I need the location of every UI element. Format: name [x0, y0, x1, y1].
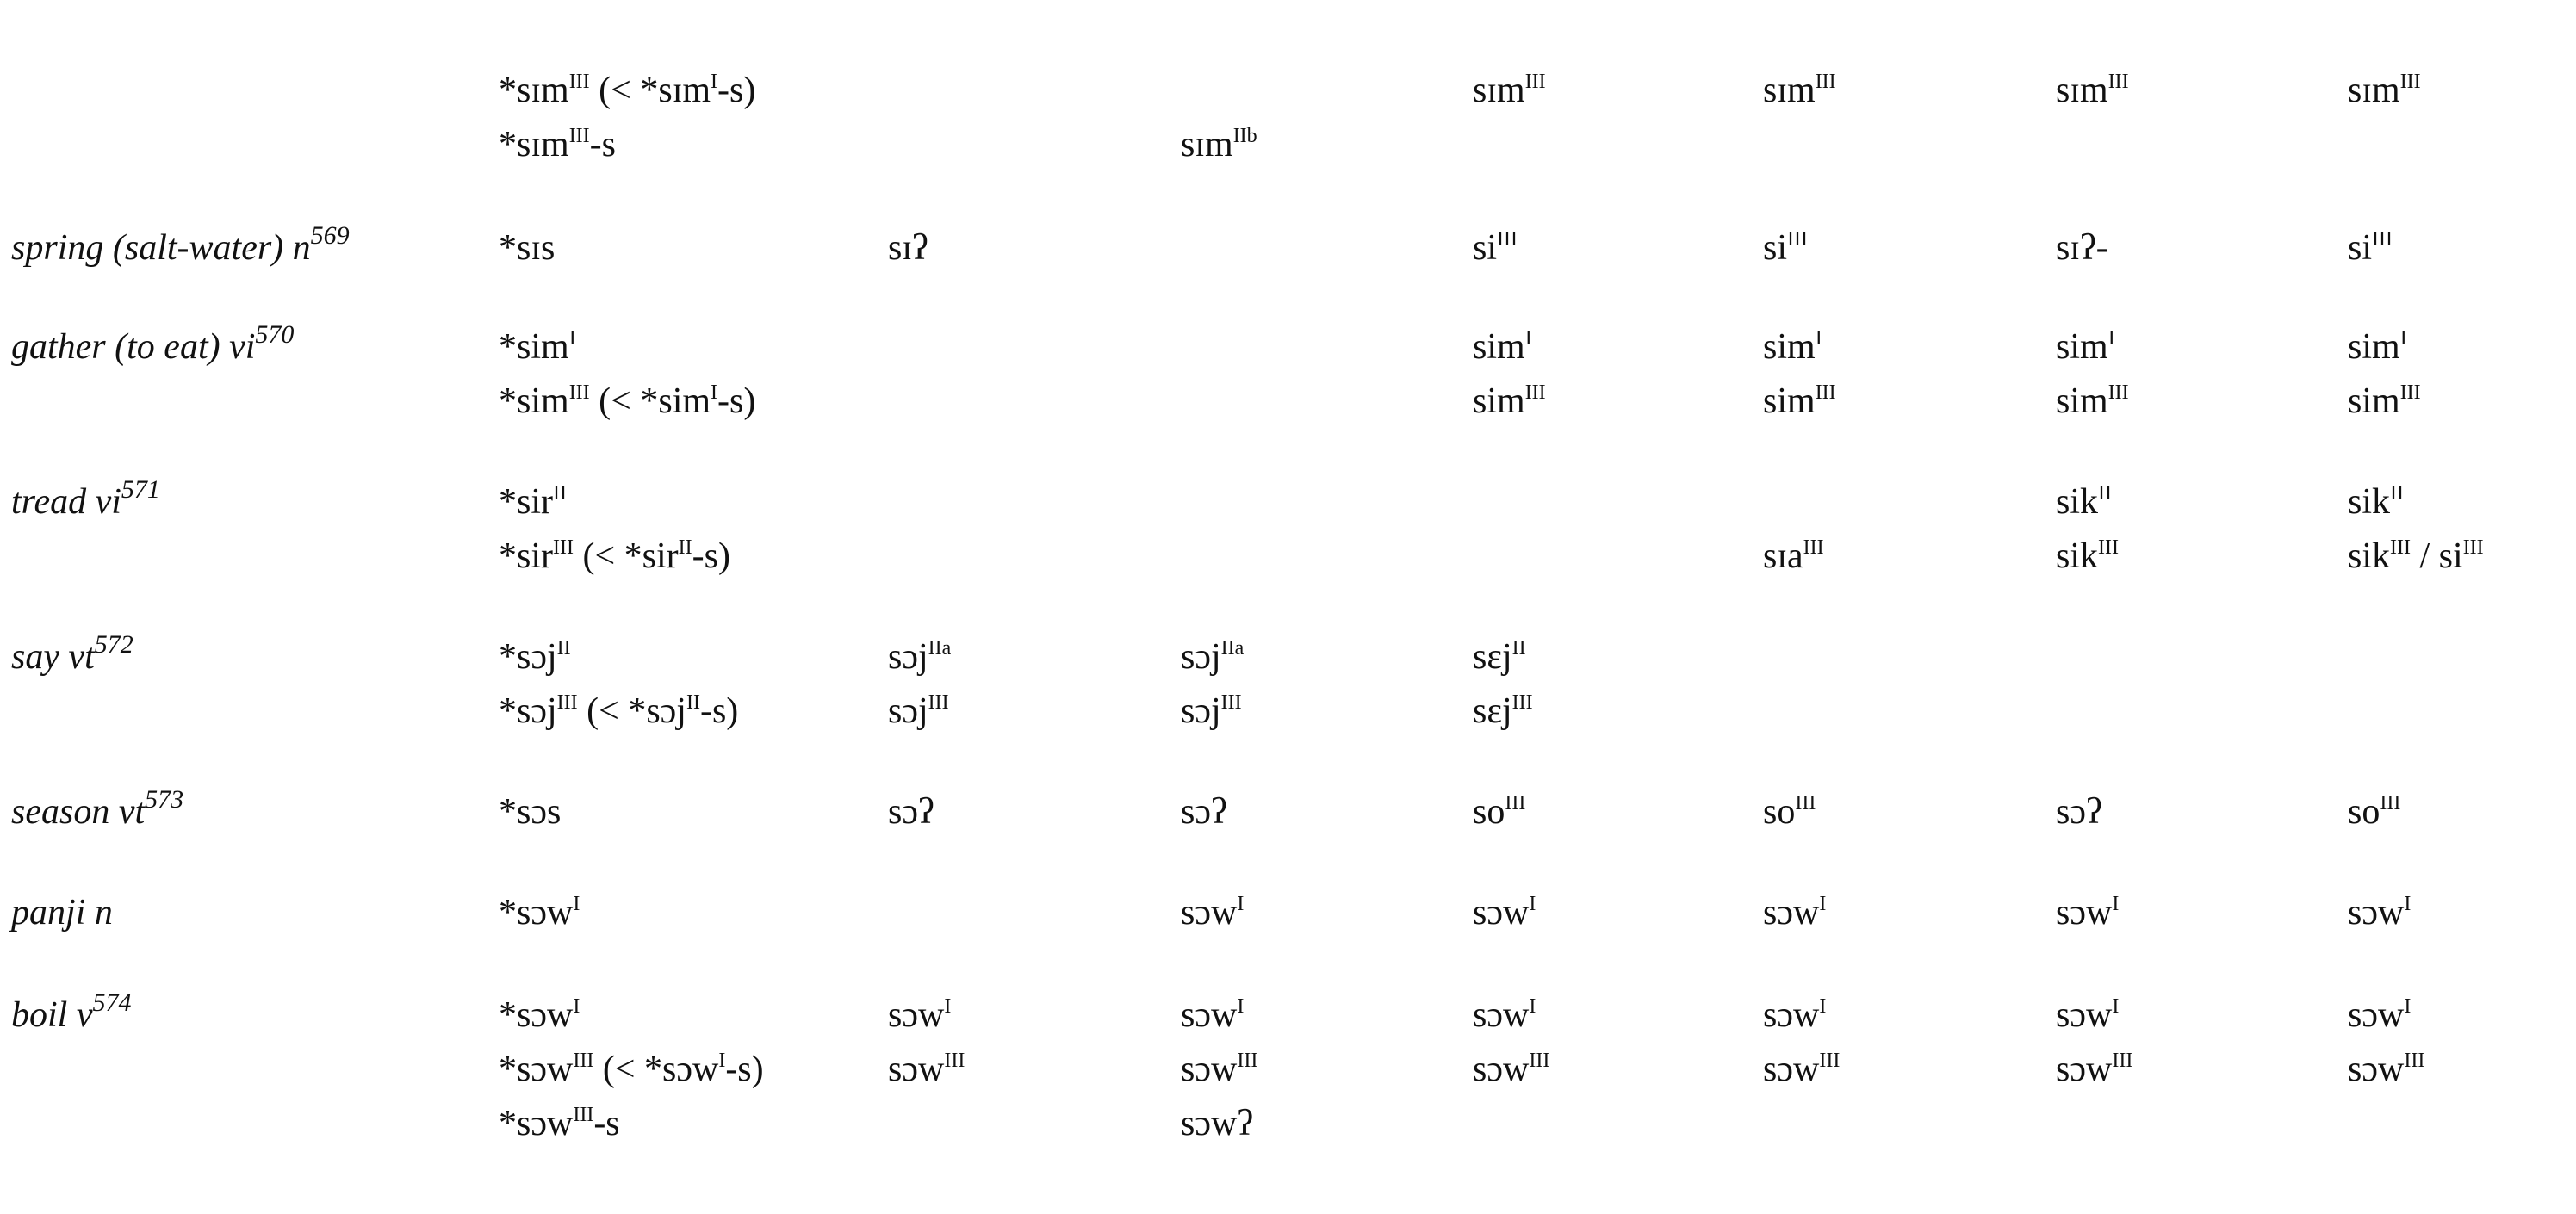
- form-text: sɔw: [1763, 1050, 1820, 1089]
- tone-superscript: III: [2380, 792, 2401, 814]
- tone-superscript: I: [711, 71, 718, 93]
- reflex-form: [1473, 380, 1546, 423]
- reflex-form: [1473, 891, 1536, 934]
- reflex-form: [1473, 69, 1546, 112]
- form-text: so: [2348, 792, 2380, 832]
- reconstruction-form: [499, 635, 571, 678]
- form-text: sɔw: [2348, 995, 2405, 1035]
- reflex-form: [2348, 1048, 2424, 1091]
- gloss-text: season vt: [11, 792, 146, 832]
- tone-superscript: I: [2399, 327, 2407, 350]
- reflex-form: [1181, 123, 1257, 166]
- reflex-form: [1763, 535, 1824, 578]
- form-text: sim: [2056, 381, 2108, 421]
- tone-superscript: III: [1803, 536, 1824, 559]
- form-text: sim: [1473, 381, 1525, 421]
- form-text: -s: [589, 125, 617, 164]
- tone-superscript: I: [1529, 893, 1536, 915]
- tone-superscript: III: [556, 691, 578, 714]
- reconstruction-form: [499, 690, 738, 733]
- tone-superscript: III: [1511, 691, 1533, 714]
- reflex-form: [2056, 790, 2102, 833]
- reflex-form: [1181, 790, 1227, 833]
- form-text: sɔj: [888, 637, 928, 677]
- form-text: sim: [1763, 327, 1816, 367]
- form-text: sɔj: [888, 691, 928, 731]
- form-text: so: [1763, 792, 1796, 832]
- gloss-text: spring (salt-water) n: [11, 228, 311, 268]
- form-text: so: [1473, 792, 1505, 832]
- reflex-form: [2056, 325, 2115, 369]
- reconstruction-form: [499, 480, 567, 523]
- tone-superscript: III: [2462, 536, 2484, 559]
- form-text: sɪm: [1181, 125, 1233, 164]
- form-text: sik: [2348, 536, 2391, 576]
- form-text: sɛj: [1473, 637, 1512, 677]
- form-text: si: [2348, 228, 2373, 268]
- tone-superscript: II: [556, 637, 571, 660]
- form-text: sɔw: [1763, 995, 1820, 1035]
- tone-superscript: III: [1529, 1050, 1550, 1072]
- form-text: sik: [2348, 482, 2391, 522]
- form-text: sɔj: [1181, 691, 1221, 731]
- form-text: sɔw: [888, 1050, 945, 1089]
- form-text: *sɔj: [499, 691, 557, 731]
- reflex-form: [2348, 480, 2404, 523]
- reflex-form: [1181, 891, 1244, 934]
- form-text: sim: [2348, 327, 2400, 367]
- form-text: si: [1763, 228, 1788, 268]
- form-text: *sɔw: [499, 995, 574, 1035]
- tone-superscript: III: [568, 381, 590, 404]
- reflex-form: [2348, 994, 2411, 1037]
- tone-superscript: II: [2390, 482, 2404, 505]
- tone-superscript: III: [2390, 536, 2411, 559]
- tone-superscript: III: [928, 691, 949, 714]
- form-text: -s): [717, 71, 756, 110]
- form-text: *sim: [499, 327, 569, 367]
- reconstruction-form: [499, 535, 730, 578]
- reflex-form: [2056, 480, 2112, 523]
- tone-superscript: I: [1819, 995, 1827, 1018]
- tone-superscript: I: [2112, 893, 2120, 915]
- reflex-form: [1473, 690, 1533, 733]
- reconstruction-form: [499, 891, 580, 934]
- tone-superscript: III: [573, 1050, 594, 1072]
- reflex-form: [2056, 380, 2129, 423]
- form-text: sɔw: [1473, 995, 1530, 1035]
- tone-superscript: III: [553, 536, 574, 559]
- form-text: sɔw: [1473, 893, 1530, 932]
- tone-superscript: III: [2112, 1050, 2133, 1072]
- form-text: (< *sɪm: [589, 71, 711, 110]
- form-text: *sim: [499, 381, 569, 421]
- tone-superscript: III: [1505, 792, 1526, 814]
- form-text: sɔw: [1763, 893, 1820, 932]
- reflex-form: [2348, 69, 2421, 112]
- gloss-label: [11, 320, 295, 369]
- reflex-form: [888, 790, 934, 833]
- gloss-label: [11, 475, 160, 523]
- reconstruction-form: [499, 790, 561, 833]
- footnote-ref[interactable]: 574: [92, 988, 132, 1017]
- tone-superscript: III: [1524, 71, 1546, 93]
- form-text: sɔw: [888, 995, 945, 1035]
- form-text: *sɪs: [499, 228, 556, 268]
- tone-superscript: II: [678, 536, 692, 559]
- tone-superscript: III: [1220, 691, 1242, 714]
- tone-superscript: III: [1524, 381, 1546, 404]
- form-text: sɪm: [2056, 71, 2108, 110]
- tone-superscript: III: [2107, 381, 2129, 404]
- tone-superscript: I: [944, 995, 952, 1018]
- reflex-form: [1473, 1048, 1549, 1091]
- reflex-form: [2056, 226, 2108, 269]
- tone-superscript: I: [718, 1050, 726, 1072]
- reflex-form: [1763, 226, 1808, 269]
- reflex-form: [2348, 325, 2407, 369]
- reflex-form: [2348, 891, 2411, 934]
- tone-superscript: III: [1795, 792, 1816, 814]
- gloss-text: panji n: [11, 893, 113, 932]
- tone-superscript: IIa: [1220, 637, 1245, 660]
- reconstruction-form: [499, 380, 755, 423]
- form-text: *sɪm: [499, 125, 569, 164]
- form-text: sɔw: [1473, 1050, 1530, 1089]
- reconstruction-form: [499, 69, 755, 112]
- reflex-form: [1473, 790, 1525, 833]
- form-text: sik: [2056, 482, 2099, 522]
- tone-superscript: III: [2098, 536, 2119, 559]
- form-text: -s: [593, 1104, 620, 1143]
- form-text: sim: [1473, 327, 1525, 367]
- reflex-form: [1181, 635, 1244, 678]
- reflex-form: [1763, 1048, 1840, 1091]
- tone-superscript: II: [1511, 637, 1526, 660]
- form-text: sɔwʔ: [1181, 1104, 1253, 1143]
- reflex-form: [2056, 69, 2129, 112]
- reflex-form: [1473, 635, 1526, 678]
- gloss-text: gather (to eat) vi: [11, 327, 256, 367]
- reconstruction-form: [499, 226, 555, 269]
- reconstruction-form: [499, 325, 576, 369]
- form-text: *sɔw: [499, 1050, 574, 1089]
- gloss-text: tread vi: [11, 482, 121, 522]
- tone-superscript: III: [573, 1104, 594, 1126]
- tone-superscript: I: [2404, 995, 2412, 1018]
- reflex-form: [1763, 69, 1836, 112]
- form-text: sɔʔ: [1181, 792, 1227, 832]
- form-text: / si: [2411, 536, 2463, 576]
- tone-superscript: I: [711, 381, 718, 404]
- form-text: *sir: [499, 536, 553, 576]
- reflex-form: [888, 226, 928, 269]
- form-text: sɪm: [1473, 71, 1525, 110]
- tone-superscript: I: [1529, 995, 1536, 1018]
- form-text: sɪm: [2348, 71, 2400, 110]
- tone-superscript: I: [2404, 893, 2412, 915]
- gloss-label: [11, 785, 184, 833]
- form-text: *sɪm: [499, 71, 569, 110]
- tone-superscript: II: [553, 482, 567, 505]
- gloss-label: [11, 630, 133, 678]
- gloss-label: [11, 988, 132, 1037]
- gloss-label: [11, 891, 113, 934]
- form-text: -s): [699, 691, 739, 731]
- tone-superscript: I: [568, 327, 576, 350]
- footnote-ref[interactable]: 569: [310, 221, 350, 250]
- reflex-form: [888, 635, 951, 678]
- reflex-form: [2348, 380, 2421, 423]
- form-text: (< *sɔw: [593, 1050, 719, 1089]
- reflex-form: [1181, 690, 1242, 733]
- tone-superscript: III: [2404, 1050, 2425, 1072]
- form-text: sɔw: [2056, 893, 2113, 932]
- gloss-text: say vt: [11, 637, 95, 677]
- tone-superscript: III: [2399, 71, 2421, 93]
- form-text: sɔw: [1181, 1050, 1238, 1089]
- reflex-form: [2056, 535, 2119, 578]
- reflex-form: [1181, 1102, 1253, 1145]
- form-text: sɛj: [1473, 691, 1512, 731]
- tone-superscript: III: [1815, 381, 1836, 404]
- form-text: *sɔw: [499, 1104, 574, 1143]
- form-text: sɪʔ-: [2056, 228, 2108, 268]
- tone-superscript: II: [2098, 482, 2112, 505]
- form-text: (< *sir: [573, 536, 679, 576]
- form-text: sim: [2348, 381, 2400, 421]
- form-text: sɔw: [1181, 893, 1238, 932]
- reflex-form: [2348, 790, 2400, 833]
- reflex-form: [1763, 790, 1816, 833]
- tone-superscript: III: [1819, 1050, 1840, 1072]
- form-text: *sɔs: [499, 792, 562, 832]
- reflex-form: [2348, 535, 2484, 578]
- footnote-ref[interactable]: 572: [94, 630, 133, 659]
- tone-superscript: III: [2107, 71, 2129, 93]
- tone-superscript: III: [1497, 228, 1518, 251]
- reflex-form: [888, 1048, 965, 1091]
- form-text: sik: [2056, 536, 2099, 576]
- form-text: sɪm: [1763, 71, 1816, 110]
- form-text: -s): [717, 381, 756, 421]
- tone-superscript: III: [1237, 1050, 1258, 1072]
- tone-superscript: III: [944, 1050, 965, 1072]
- reflex-form: [888, 994, 951, 1037]
- form-text: sɔw: [2348, 1050, 2405, 1089]
- reconstruction-form: [499, 1048, 764, 1091]
- footnote-ref[interactable]: 573: [145, 785, 184, 814]
- reflex-form: [888, 690, 949, 733]
- reflex-form: [1763, 994, 1826, 1037]
- form-text: sɔj: [1181, 637, 1221, 677]
- tone-superscript: III: [568, 125, 590, 147]
- tone-superscript: I: [1524, 327, 1532, 350]
- tone-superscript: III: [2372, 228, 2393, 251]
- tone-superscript: IIb: [1232, 125, 1257, 147]
- form-text: *sɔj: [499, 637, 557, 677]
- form-text: si: [1473, 228, 1498, 268]
- form-text: *sir: [499, 482, 553, 522]
- tone-superscript: I: [1237, 893, 1245, 915]
- reflex-form: [1181, 1048, 1257, 1091]
- reconstruction-form: [499, 1102, 620, 1145]
- reflex-form: [2348, 226, 2393, 269]
- tone-superscript: I: [1815, 327, 1822, 350]
- tone-superscript: III: [1787, 228, 1808, 251]
- tone-superscript: I: [573, 893, 580, 915]
- form-text: sɔʔ: [888, 792, 934, 832]
- tone-superscript: I: [2107, 327, 2115, 350]
- form-text: *sɔw: [499, 893, 574, 932]
- reflex-form: [1763, 891, 1826, 934]
- tone-superscript: II: [686, 691, 700, 714]
- form-text: sɔw: [2056, 1050, 2113, 1089]
- form-text: sɔw: [2056, 995, 2113, 1035]
- reconstruction-form: [499, 123, 616, 166]
- tone-superscript: I: [1237, 995, 1245, 1018]
- form-text: -s): [725, 1050, 764, 1089]
- reflex-form: [2056, 994, 2119, 1037]
- tone-superscript: III: [1815, 71, 1836, 93]
- form-text: (< *sɔj: [577, 691, 686, 731]
- form-text: sɪa: [1763, 536, 1803, 576]
- form-text: sɔʔ: [2056, 792, 2102, 832]
- form-text: sim: [1763, 381, 1816, 421]
- reflex-form: [2056, 1048, 2132, 1091]
- footnote-ref[interactable]: 570: [255, 320, 295, 349]
- gloss-label: [11, 221, 350, 269]
- reflex-form: [2056, 891, 2119, 934]
- gloss-text: boil v: [11, 995, 93, 1035]
- reconstruction-form: [499, 994, 580, 1037]
- reflex-form: [1473, 994, 1536, 1037]
- tone-superscript: III: [2399, 381, 2421, 404]
- form-text: sɔw: [1181, 995, 1238, 1035]
- reflex-form: [1763, 325, 1822, 369]
- tone-superscript: I: [1819, 893, 1827, 915]
- form-text: sim: [2056, 327, 2108, 367]
- tone-superscript: I: [573, 995, 580, 1018]
- form-text: sɪʔ: [888, 228, 928, 268]
- form-text: sɔw: [2348, 893, 2405, 932]
- form-text: -s): [692, 536, 730, 576]
- reflex-form: [1181, 994, 1244, 1037]
- reflex-form: [1763, 380, 1836, 423]
- tone-superscript: I: [2112, 995, 2120, 1018]
- tone-superscript: III: [568, 71, 590, 93]
- form-text: (< *sim: [589, 381, 711, 421]
- reflex-form: [1473, 226, 1518, 269]
- reflex-form: [1473, 325, 1532, 369]
- tone-superscript: IIa: [928, 637, 952, 660]
- footnote-ref[interactable]: 571: [121, 475, 160, 504]
